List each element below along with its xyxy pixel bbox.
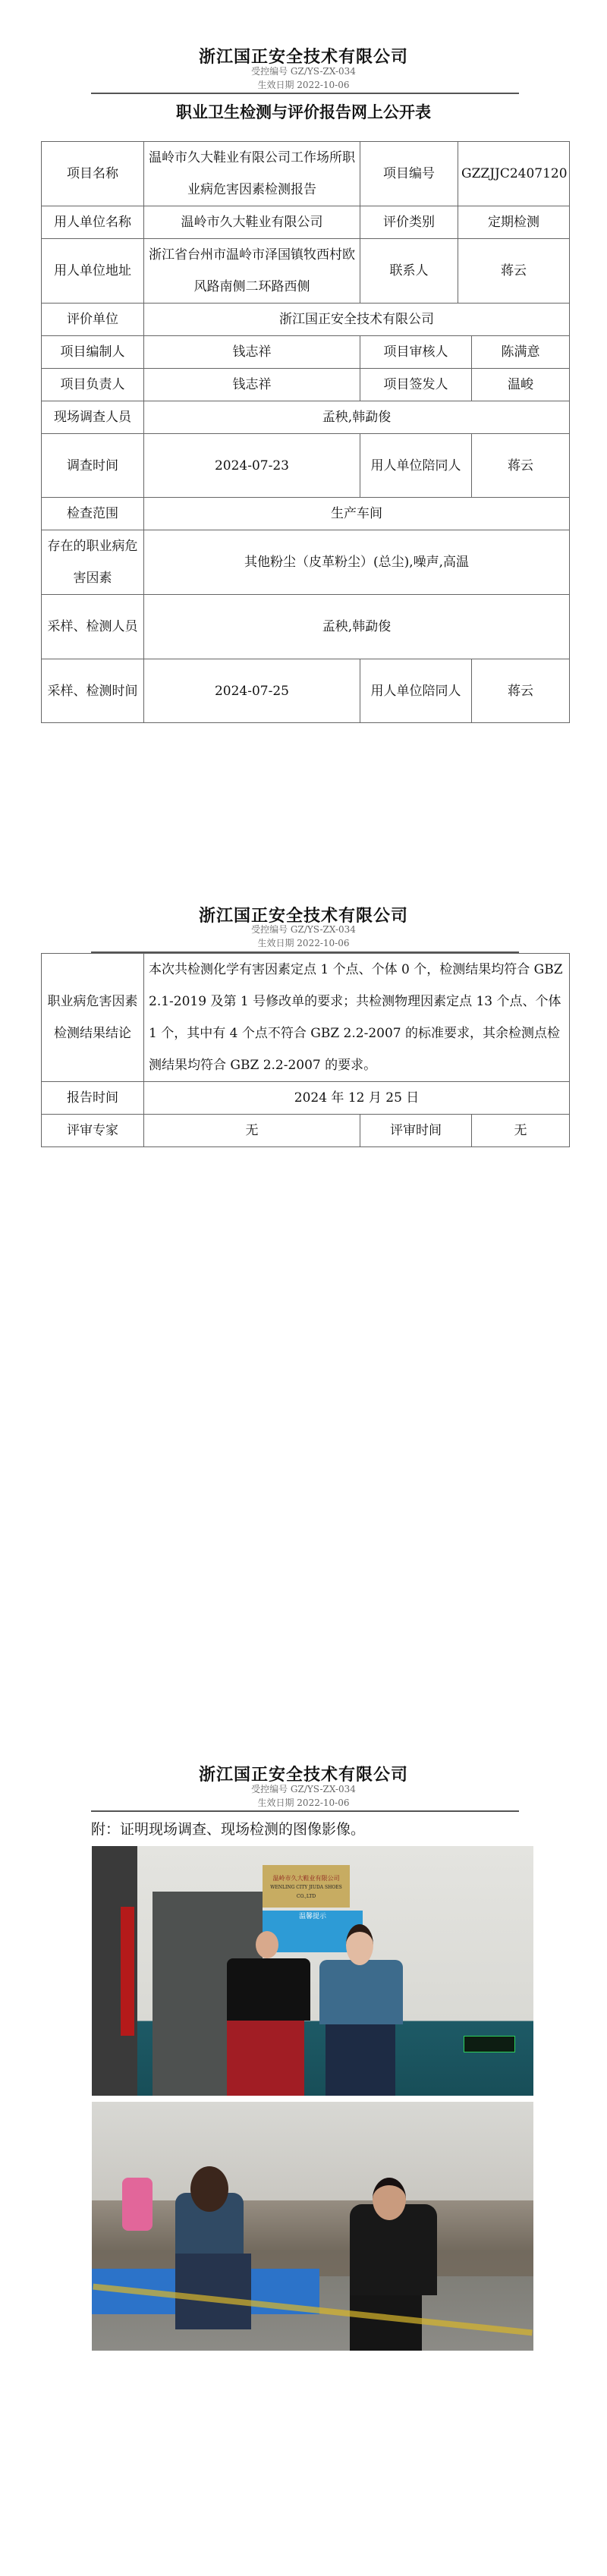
site-survey-photo — [92, 1846, 533, 2096]
cell-accompany: 蒋云 — [472, 434, 570, 498]
cell-issuer: 温峻 — [472, 369, 570, 401]
cell-compiler: 钱志祥 — [144, 336, 360, 369]
cell-label: 采样、检测人员 — [42, 595, 144, 659]
appendix-note: 附：证明现场调查、现场检测的图像影像。 — [91, 1821, 366, 1838]
table-row — [42, 206, 570, 239]
cell-project-no: GZZJJC2407120 — [458, 142, 570, 206]
cell-sample-date: 2024-07-25 — [144, 659, 360, 723]
cell-label: 职业病危害因素检测结果结论 — [42, 954, 144, 1082]
effective-date: 生效日期 2022-10-06 — [257, 938, 350, 948]
cell-leader: 钱志祥 — [144, 369, 360, 401]
cell-accompany2: 蒋云 — [472, 659, 570, 723]
header-rule — [91, 1810, 519, 1812]
cell-survey-date: 2024-07-23 — [144, 434, 360, 498]
control-number: 受控编号 GZ/YS-ZX-034 — [251, 924, 356, 935]
cell-label: 项目负责人 — [42, 369, 144, 401]
table-row — [42, 304, 570, 336]
table-row — [42, 142, 570, 206]
cell-label: 现场调查人员 — [42, 401, 144, 434]
cell-label: 项目审核人 — [360, 336, 472, 369]
table-row — [42, 239, 570, 304]
cell-label: 评审时间 — [360, 1115, 472, 1147]
cell-label: 项目签发人 — [360, 369, 472, 401]
cell-report-date: 2024 年 12 月 25 日 — [144, 1082, 570, 1115]
effective-date: 生效日期 2022-10-06 — [257, 1798, 350, 1808]
company-sign: 温岭市久大鞋业有限公司 WENLING CITY JIUDA SHOES CO.,LTD — [263, 1865, 350, 1908]
cell-label: 用人单位名称 — [42, 206, 144, 239]
page-title: 职业卫生检测与评价报告网上公开表 — [176, 102, 431, 121]
control-number: 受控编号 GZ/YS-ZX-034 — [251, 1784, 356, 1794]
cell-label: 用人单位陪同人 — [360, 434, 472, 498]
cell-label: 评价单位 — [42, 304, 144, 336]
conclusion-table — [41, 953, 570, 1147]
cell-investigators: 孟秧,韩勐俊 — [144, 401, 570, 434]
table-row — [42, 530, 570, 595]
cell-label: 用人单位陪同人 — [360, 659, 472, 723]
cell-conclusion: 本次共检测化学有害因素定点 1 个点、个体 0 个，检测结果均符合 GBZ 2.1-2019 及第 1 号修改单的要求；共检测物理因素定点 13 个点、个体 1 个，其中有 4 个点不符合 GBZ 2.2-2007 的标准要求，其余检测点检测结果均符合 GBZ 2.2-2007 的要求。 — [144, 954, 570, 1082]
cell-label: 报告时间 — [42, 1082, 144, 1115]
header-rule — [91, 93, 519, 94]
cell-address: 浙江省台州市温岭市泽国镇牧西村欧风路南侧二环路西侧 — [144, 239, 360, 304]
effective-date: 生效日期 2022-10-06 — [257, 80, 350, 90]
cell-label: 联系人 — [360, 239, 458, 304]
cell-scope: 生产车间 — [144, 498, 570, 530]
cell-label: 评审专家 — [42, 1115, 144, 1147]
cell-employer: 温岭市久大鞋业有限公司 — [144, 206, 360, 239]
table-row — [42, 498, 570, 530]
cell-experts: 无 — [144, 1115, 360, 1147]
table-row — [42, 1115, 570, 1147]
site-testing-photo — [92, 2102, 533, 2351]
cell-project-name: 温岭市久大鞋业有限公司工作场所职业病危害因素检测报告 — [144, 142, 360, 206]
cell-eval-type: 定期检测 — [458, 206, 570, 239]
cell-reviewer: 陈满意 — [472, 336, 570, 369]
cell-label: 项目编号 — [360, 142, 458, 206]
cell-label: 评价类别 — [360, 206, 458, 239]
notice-board: 温馨提示 — [263, 1911, 363, 1952]
cell-label: 存在的职业病危害因素 — [42, 530, 144, 595]
control-number: 受控编号 GZ/YS-ZX-034 — [251, 66, 356, 77]
table-row — [42, 369, 570, 401]
cell-samplers: 孟秧,韩勐俊 — [144, 595, 570, 659]
cell-label: 检查范围 — [42, 498, 144, 530]
company-title: 浙江国正安全技术有限公司 — [198, 906, 408, 926]
cell-hazards: 其他粉尘（皮革粉尘）(总尘),噪声,高温 — [144, 530, 570, 595]
table-row — [42, 954, 570, 1082]
cell-label: 项目编制人 — [42, 336, 144, 369]
company-title: 浙江国正安全技术有限公司 — [198, 47, 408, 67]
table-row — [42, 336, 570, 369]
cell-label: 项目名称 — [42, 142, 144, 206]
cell-label: 采样、检测时间 — [42, 659, 144, 723]
disclosure-table — [41, 141, 570, 723]
table-row — [42, 659, 570, 723]
table-row — [42, 1082, 570, 1115]
table-row — [42, 434, 570, 498]
cell-contact: 蒋云 — [458, 239, 570, 304]
cell-label: 调查时间 — [42, 434, 144, 498]
cell-review-time: 无 — [472, 1115, 570, 1147]
company-title: 浙江国正安全技术有限公司 — [198, 1765, 408, 1785]
cell-eval-unit: 浙江国正安全技术有限公司 — [144, 304, 570, 336]
table-row — [42, 401, 570, 434]
cell-label: 用人单位地址 — [42, 239, 144, 304]
table-row — [42, 595, 570, 659]
